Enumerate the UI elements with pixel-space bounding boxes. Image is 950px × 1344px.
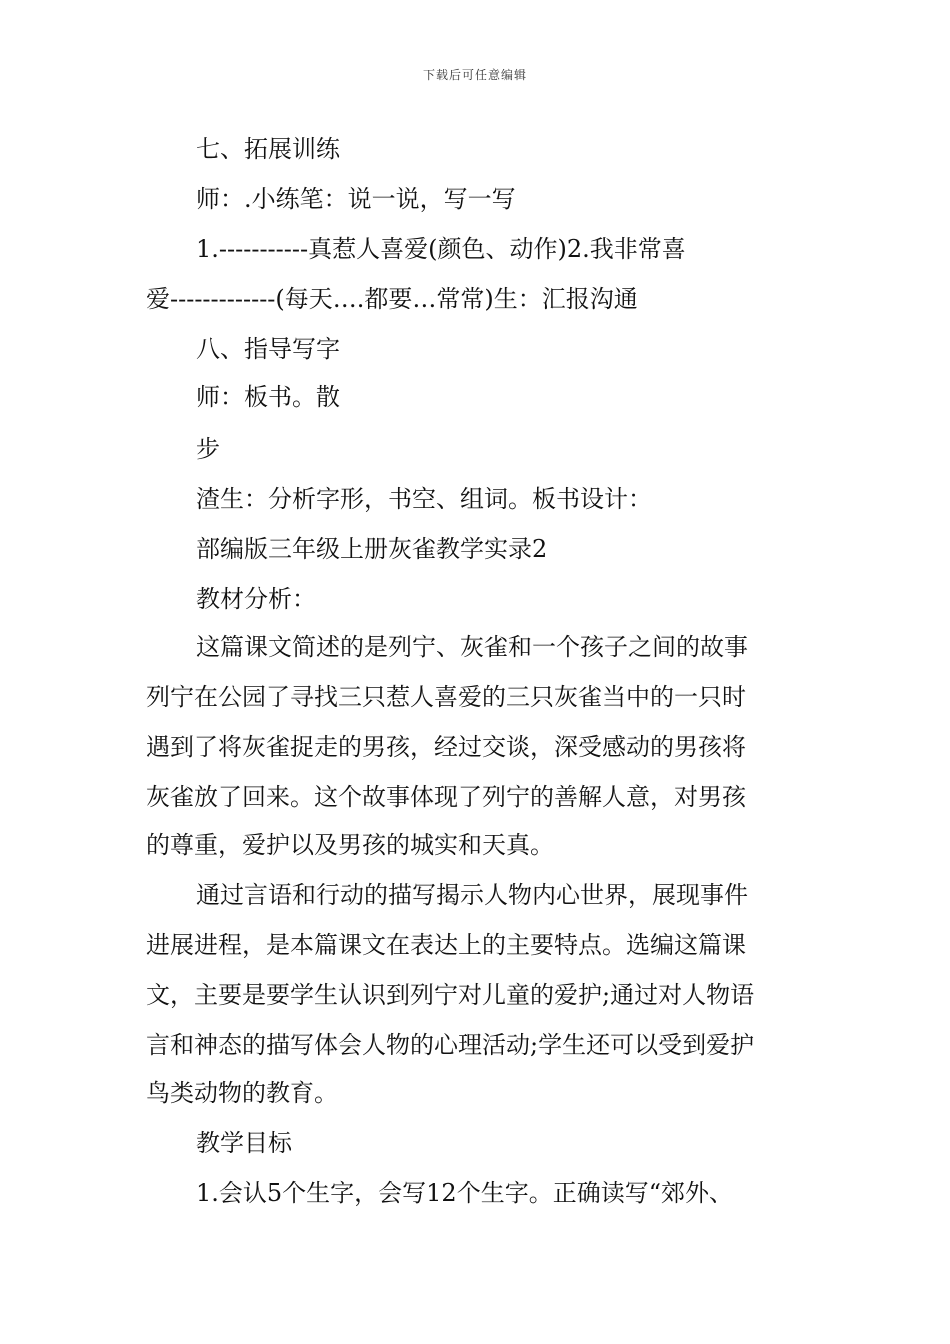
section-heading: 教材分析： [196, 585, 316, 613]
paragraph-line: 灰雀放了回来。这个故事体现了列宁的善解人意，对男孩 [146, 783, 746, 811]
paragraph-line: 列宁在公园了寻找三只惹人喜爱的三只灰雀当中的一只时 [146, 683, 746, 711]
paragraph-line: 爱-------------(每天….都要…常常)生：汇报沟通 [146, 285, 638, 313]
paragraph-line: 1.-----------真惹人喜爱(颜色、动作)2.我非常喜 [196, 235, 686, 263]
section-heading-8: 八、指导写字 [196, 335, 340, 363]
page-header: 下载后可任意编辑 [422, 68, 527, 82]
paragraph-line: 通过言语和行动的描写揭示人物内心世界，展现事件 [196, 881, 748, 909]
paragraph-line: 师：板书。散 [196, 383, 340, 411]
paragraph-line: 进展进程，是本篇课文在表达上的主要特点。选编这篇课 [146, 931, 746, 959]
paragraph-line: 步 [196, 435, 220, 463]
paragraph-line: 的尊重，爱护以及男孩的城实和天真。 [146, 831, 554, 859]
paragraph-line: 师：.小练笔：说一说，写一写 [196, 185, 516, 213]
section-heading-7: 七、拓展训练 [196, 135, 340, 163]
paragraph-line: 遇到了将灰雀捉走的男孩，经过交谈，深受感动的男孩将 [146, 733, 746, 761]
paragraph-line: 1.会认5个生字，会写12个生字。正确读写“郊外、 [196, 1179, 733, 1207]
paragraph-line: 渣生：分析字形，书空、组词。板书设计： [196, 485, 652, 513]
document-subtitle: 部编版三年级上册灰雀教学实录2 [196, 535, 548, 563]
paragraph-line: 文，主要是要学生认识到列宁对儿童的爱护;通过对人物语 [146, 981, 755, 1009]
section-heading: 教学目标 [196, 1129, 292, 1157]
paragraph-line: 鸟类动物的教育。 [146, 1079, 338, 1107]
paragraph-line: 言和神态的描写体会人物的心理活动;学生还可以受到爱护 [146, 1031, 755, 1059]
paragraph-line: 这篇课文简述的是列宁、灰雀和一个孩子之间的故事 [196, 633, 748, 661]
